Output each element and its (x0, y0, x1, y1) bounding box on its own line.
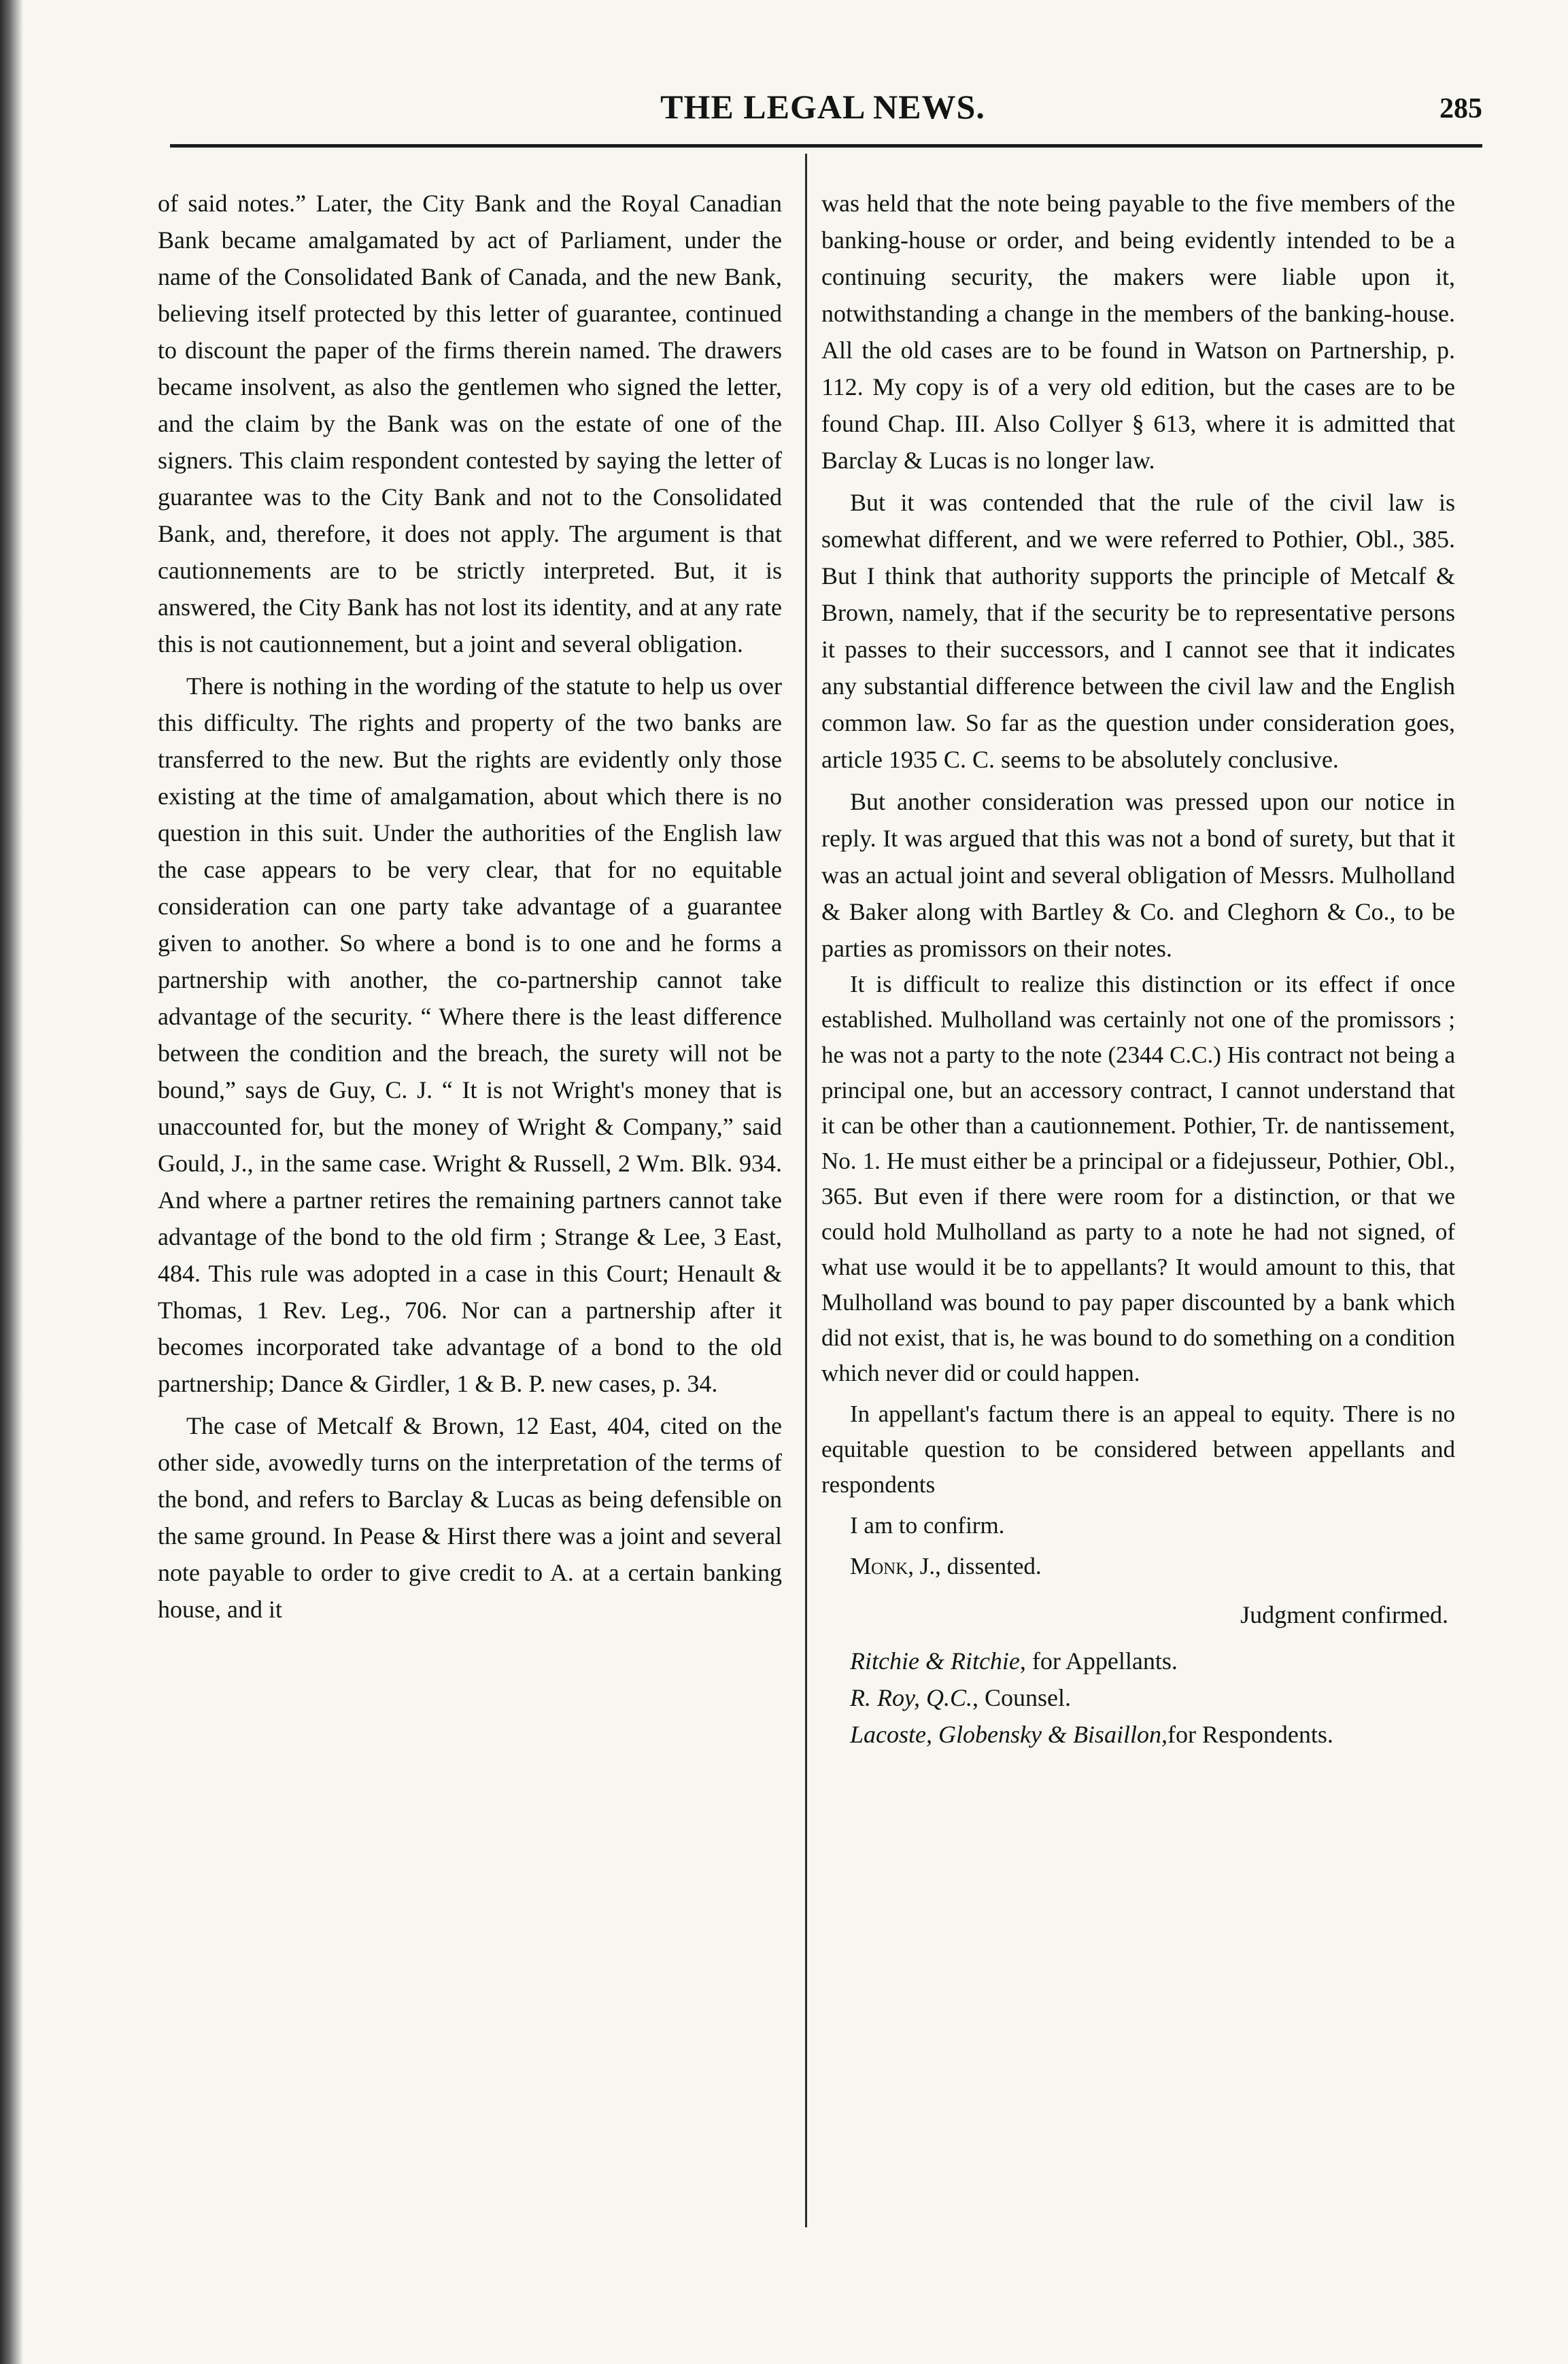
right-paragraph-6: I am to confirm. (850, 1512, 1005, 1539)
left-paragraph-1: of said notes.” Later, the City Bank and the Royal Canadian Bank became amalgamated by act of Parliament, under the name of the Consolidated Bank of Canada, and the new Bank, believing itself protected by this letter of guarantee, continued to discount the paper of the firms therein named. The drawers became insolvent, as also the gentlemen who signed the letter, and the claim by the Bank was on the estate of one of the signers. This claim respondent contested by saying the letter of guarantee was to the City Bank and not to the Consolidated Bank, and, therefore, it does not apply. The argument is that cautionnements are to be strictly interpreted. But, it is answered, the City Bank has not lost its identity, and at any rate this is not cautionnement, but a joint and several obligation. (158, 190, 782, 657)
right-column (821, 185, 1455, 1753)
page-number: 285 (1439, 93, 1482, 124)
right-dense-block (821, 967, 1455, 1584)
right-paragraph-2: But it was contended that the rule of the civil law is somewhat different, and we were referred to Pothier, Obl., 385. But I think that authority supports the principle of Metcalf & Brown, namely, that if the security be to representative persons it passes to their successors, and I cannot see that it indicates any substantial difference between the civil law and the English common law. So far as the question under consideration goes, article 1935 C. C. seems to be absolutely conclusive. (821, 489, 1455, 773)
counsel-name: Lacoste, Globensky & Bisaillon, (850, 1721, 1168, 1748)
left-paragraph-2: There is nothing in the wording of the statute to help us over this difficulty. The rights and property of the two banks are transferred to the new. But the rights are evidently only those existing at the time of amalgamation, about which there is no question in this suit. Under the authorities of the English law the case appears to be very clear, that for no equitable consideration can one party take advantage of a guarantee given to another. So where a bond is to one and he forms a partnership with another, the co-partnership cannot take advantage of the security. “ Where there is the least difference between the condition and the breach, the surety will not be bound,” says de Guy, C. J. “ It is not Wright's money that is unaccounted for, but the money of Wright & Company,” said Gould, J., in the same case. Wright & Russell, 2 Wm. Blk. 934. And where a partner retires the remaining partners cannot take advantage of the bond to the old firm ; Strange & Lee, 3 East, 484. This rule was adopted in a case in this Court; Henault & Thomas, 1 Rev. Leg., 706. Nor can a partnership after it becomes incorporated take advantage of a bond to the old partnership; Dance & Girdler, 1 & B. P. new cases, p. 34. (158, 672, 782, 1397)
right-paragraph-3: But another consideration was pressed upon our notice in reply. It was argued that this was not a bond of surety, but that it was an actual joint and several obligation of Messrs. Mulholland & Baker along with Bartley & Co. and Cleghorn & Co., to be parties as promissors on their notes. (821, 788, 1455, 962)
binding-shadow (0, 0, 23, 2364)
right-paragraph-4: It is difficult to realize this distinction or its effect if once established. Mulholland was certainly not one of the promissors ; he was not a party to the note (2344 C.C.) His contract not being a principal one, but an accessory contract, I cannot understand that it can be other than a cautionnement. Pothier, Tr. de nantissement, No. 1. He must either be a principal or a fidejusseur, Pothier, Obl., 365. But even if there were room for a distinction, or that we could hold Mulholland as party to a note he had not signed, of what use would it be to appellants? It would amount to this, that Mulholland was bound to pay paper discounted by a bank which did not exist, that is, he was bound to do something on a condition which never did or could happen. (821, 971, 1455, 1386)
counsel-line (821, 1716, 1455, 1753)
counsel-name: R. Roy, Q.C. (850, 1684, 972, 1711)
counsel-line (821, 1643, 1455, 1679)
counsel-name: Ritchie & Ritchie (850, 1647, 1020, 1675)
counsel-line (821, 1679, 1455, 1716)
counsel-role: , for Appellants. (1019, 1647, 1178, 1675)
left-column (158, 185, 782, 1628)
right-paragraph-1: was held that the note being payable to the five members of the banking-house or order, and being evidently intended to be a continuing security, the makers were liable upon it, notwithstanding a change in the members of the banking-house. All the old cases are to be found in Watson on Partnership, p. 112. My copy is of a very old edition, but the cases are to be found Chap. III. Also Collyer § 613, where it is admitted that Barclay & Lucas is no longer law. (821, 190, 1455, 474)
dissent-text: , J., dissented. (908, 1553, 1042, 1579)
page-header (163, 87, 1482, 148)
right-paragraph-5: In appellant's factum there is an appeal to equity. There is no equitable question to be considered between appellants and respondents (821, 1401, 1455, 1498)
dissent-judge: Monk (850, 1553, 908, 1579)
header-rule (170, 144, 1482, 148)
left-paragraph-3: The case of Metcalf & Brown, 12 East, 404, cited on the other side, avowedly turns on the interpretation of the terms of the bond, and refers to Barclay & Lucas as being defensible on the same ground. In Pease & Hirst there was a joint and several note payable to order to give credit to A. at a certain banking house, and it (158, 1412, 782, 1623)
dissent-line (821, 1549, 1455, 1584)
running-title: THE LEGAL NEWS. (660, 88, 985, 126)
counsel-role: for Respondents. (1167, 1721, 1333, 1748)
column-divider (805, 154, 807, 2227)
judgment-confirmed: Judgment confirmed. (1240, 1601, 1448, 1628)
counsel-role: , Counsel. (972, 1684, 1071, 1711)
